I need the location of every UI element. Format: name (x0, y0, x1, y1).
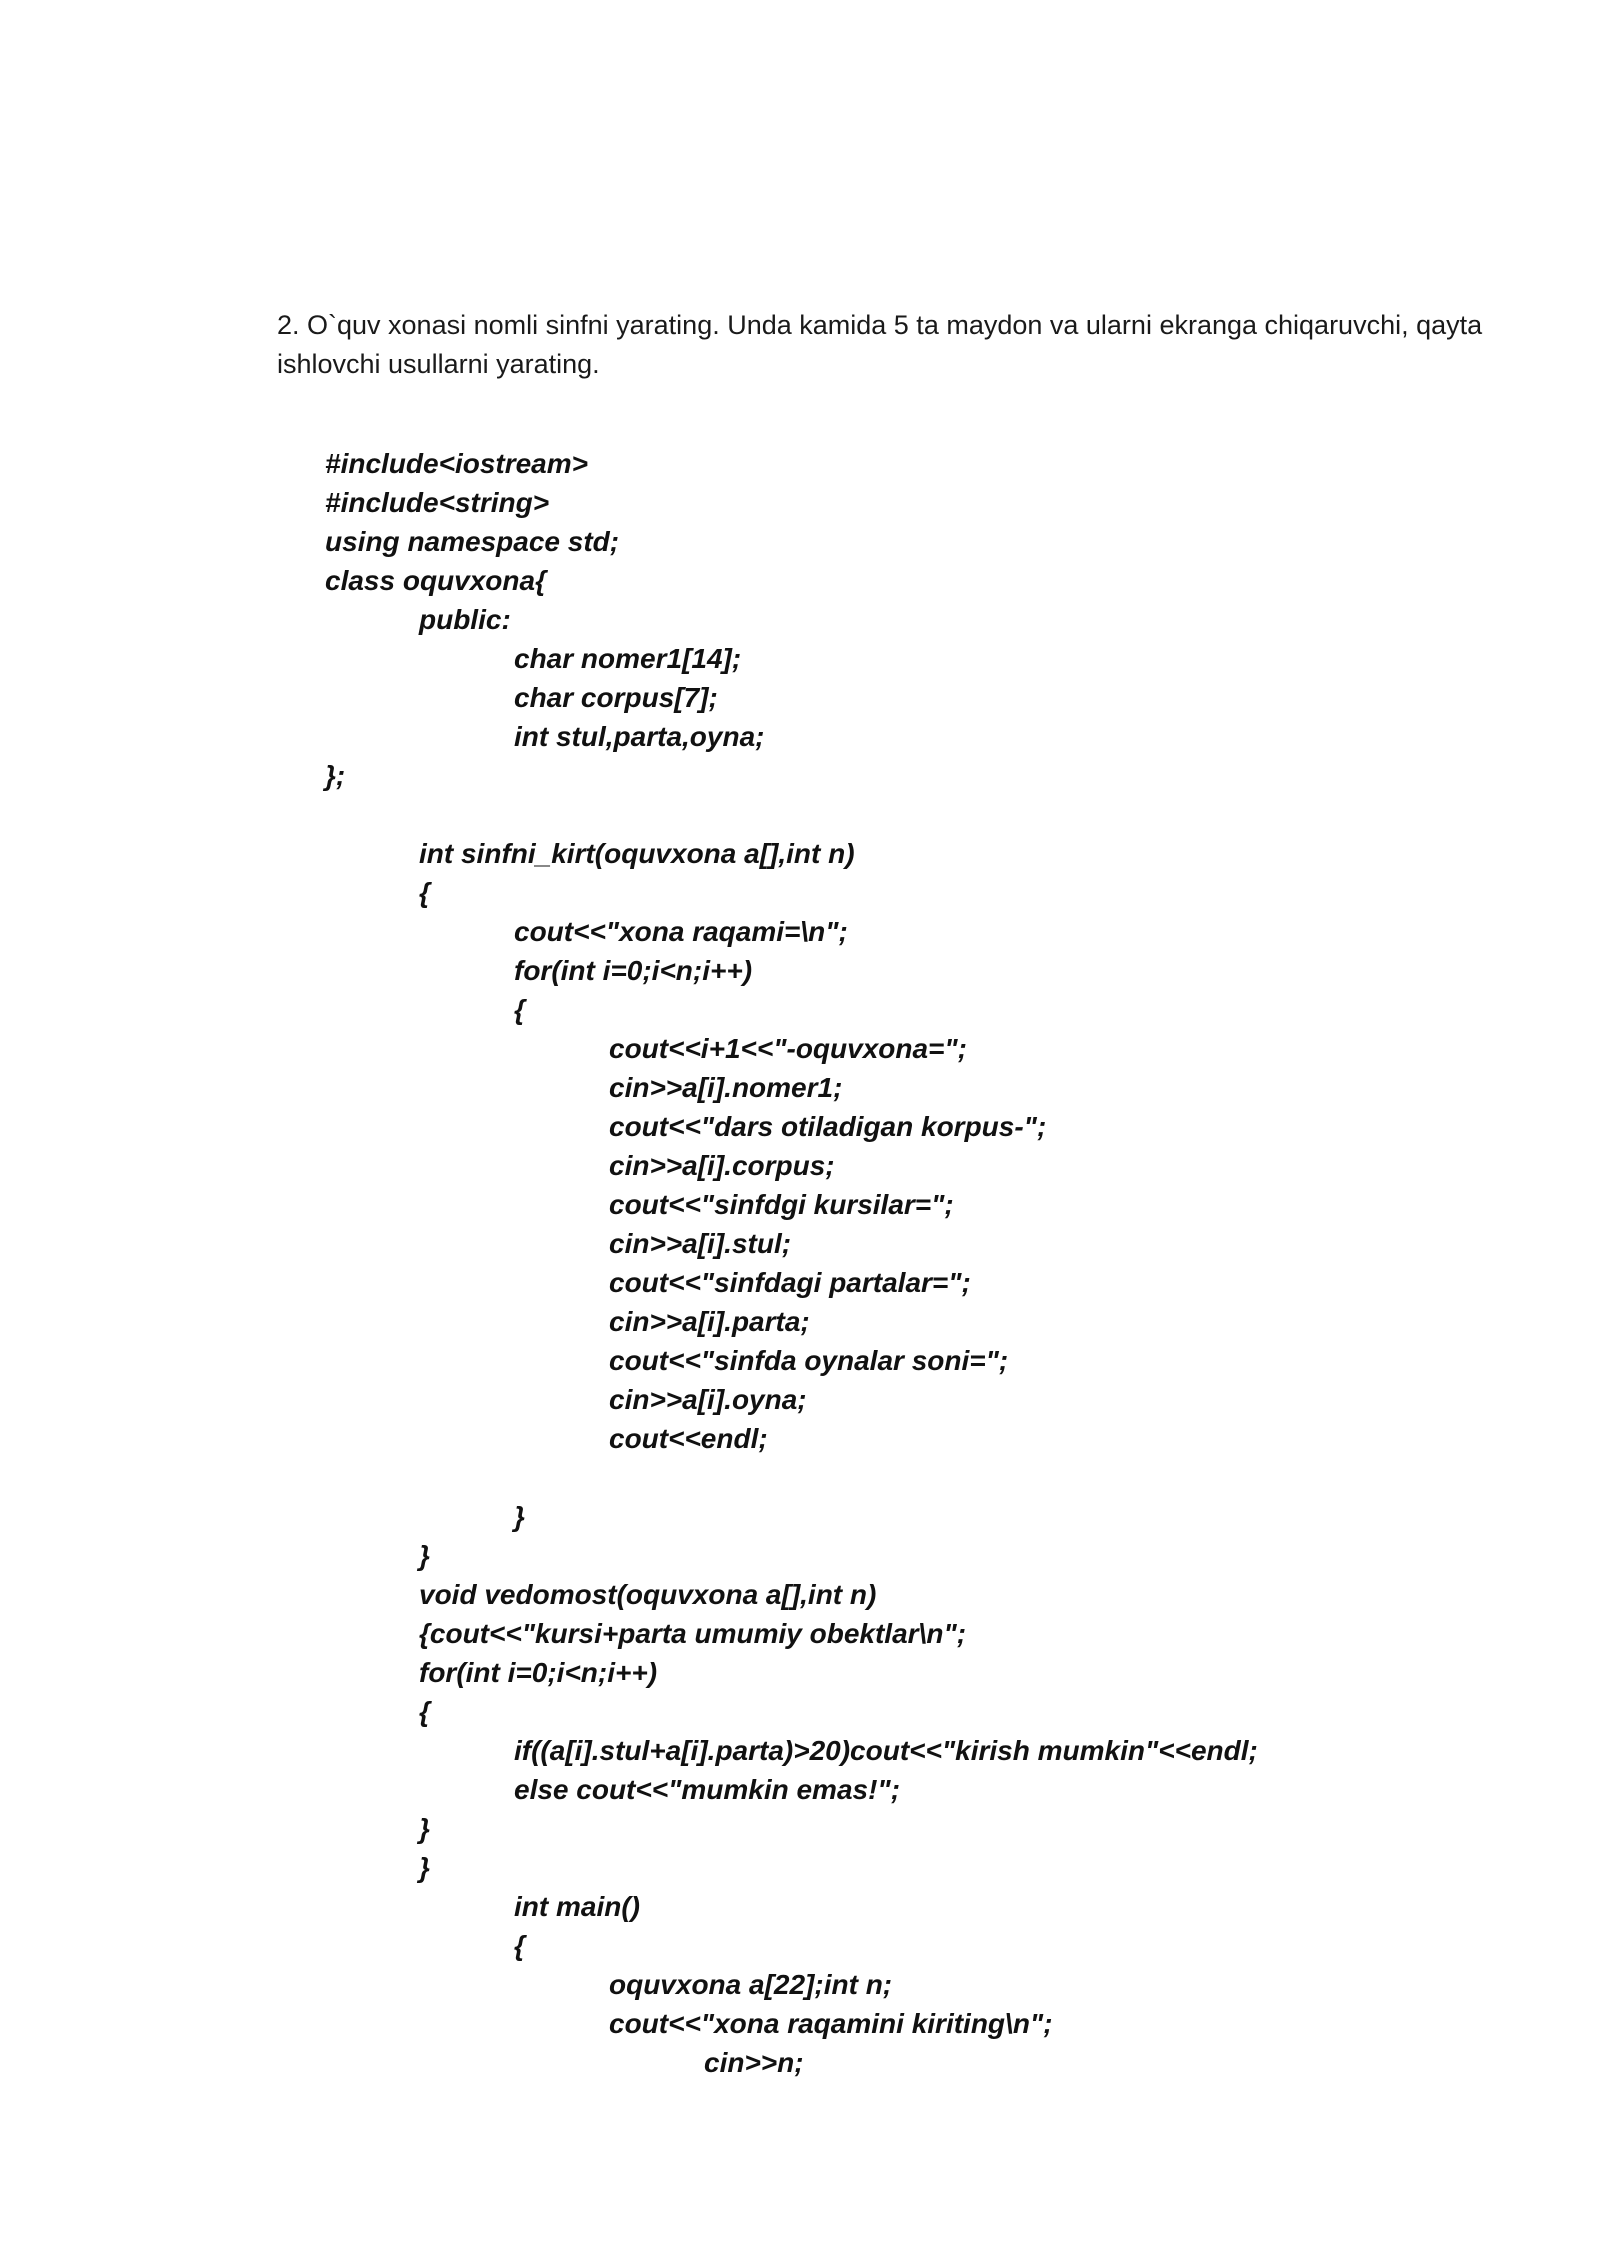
code-line: cout<<"xona raqami=\n"; (514, 916, 848, 947)
code-line: } (419, 1813, 430, 1844)
code-line: cout<<endl; (609, 1423, 768, 1454)
code-line: cin>>a[i].stul; (609, 1228, 792, 1259)
code-line: } (419, 1540, 430, 1571)
code-line: } (419, 1852, 430, 1883)
code-line: }; (325, 760, 346, 791)
code-line: public: (419, 604, 511, 635)
code-line: using namespace std; (325, 526, 620, 557)
code-line: cout<<"xona raqamini kiriting\n"; (609, 2008, 1053, 2039)
code-line: if((a[i].stul+a[i].parta)>20)cout<<"kirish mumkin"<<endl; (514, 1735, 1258, 1766)
code-line: cout<<"dars otiladigan korpus-"; (609, 1111, 1047, 1142)
code-line: cout<<i+1<<"-oquvxona="; (609, 1033, 967, 1064)
code-line: cout<<"sinfda oynalar soni="; (609, 1345, 1009, 1376)
code-line: cout<<"sinfdgi kursilar="; (609, 1189, 954, 1220)
code-line: cin>>a[i].oyna; (609, 1384, 807, 1415)
code-line: oquvxona a[22];int n; (609, 1969, 893, 2000)
code-line: int sinfni_kirt(oquvxona a[],int n) (419, 838, 855, 869)
code-line: { (514, 994, 525, 1025)
code-line: #include<iostream> (325, 448, 589, 479)
code-line: #include<string> (325, 487, 550, 518)
code-line: else cout<<"mumkin emas!"; (514, 1774, 901, 1805)
code-line: void vedomost(oquvxona a[],int n) (419, 1579, 877, 1610)
code-line: for(int i=0;i<n;i++) (514, 955, 753, 986)
code-line: cin>>a[i].nomer1; (609, 1072, 843, 1103)
code-line: { (419, 877, 430, 908)
code-line: {cout<<"kursi+parta umumiy obektlar\n"; (419, 1618, 967, 1649)
code-line: for(int i=0;i<n;i++) (419, 1657, 658, 1688)
code-line: int stul,parta,oyna; (514, 721, 765, 752)
code-line: cin>>n; (704, 2047, 804, 2078)
code-line: cin>>a[i].parta; (609, 1306, 810, 1337)
code-line: char nomer1[14]; (514, 643, 742, 674)
code-line: { (514, 1930, 525, 1961)
code-line: char corpus[7]; (514, 682, 718, 713)
code-line: class oquvxona{ (325, 565, 546, 596)
code-line: cout<<"sinfdagi partalar="; (609, 1267, 971, 1298)
code-line: cin>>a[i].corpus; (609, 1150, 835, 1181)
code-line: int main() (514, 1891, 640, 1922)
code-line: { (419, 1696, 430, 1727)
task-paragraph: 2. O`quv xonasi nomli sinfni yarating. Unda kamida 5 ta maydon va ularni ekranga chiqaruvchi, qayta ishlovchi usullarni yarating. (277, 310, 1483, 379)
code-line: } (514, 1501, 525, 1532)
